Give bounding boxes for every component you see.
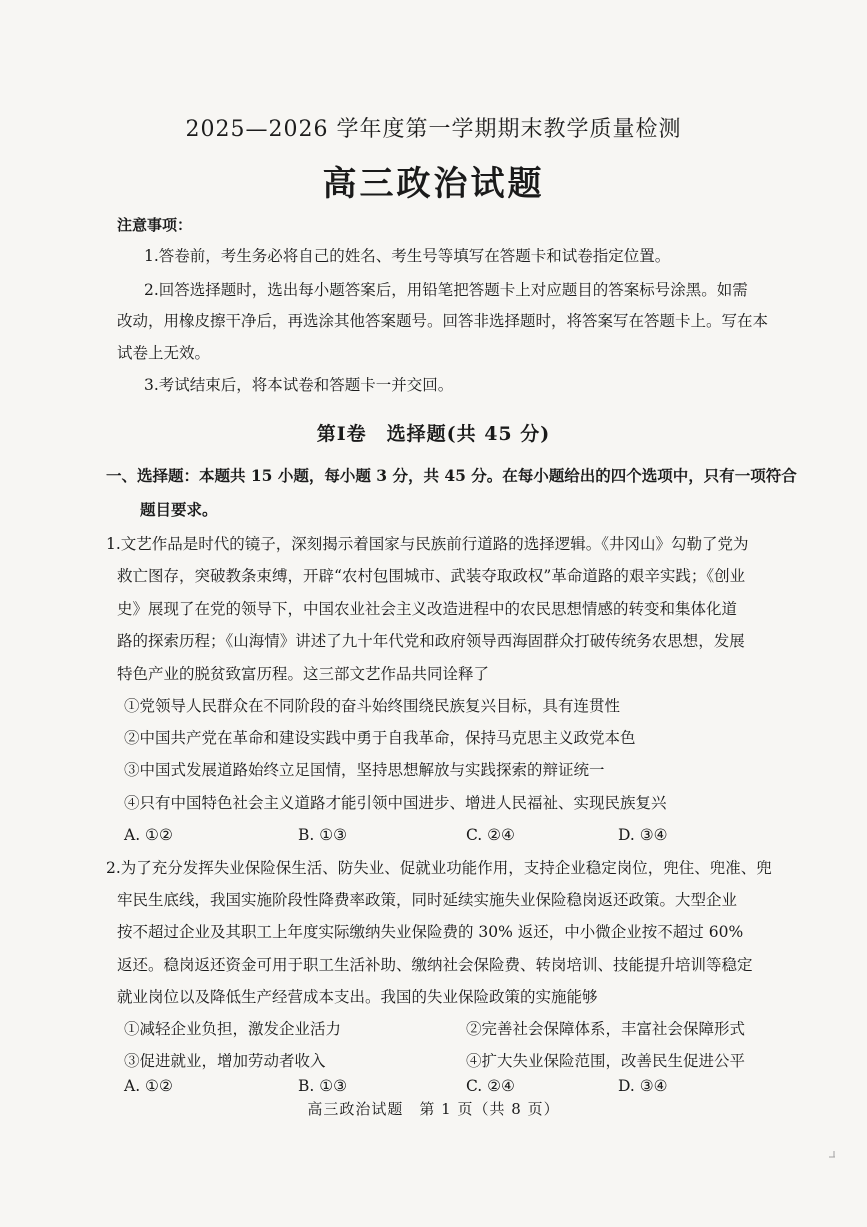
page-footer: 高三政治试题 第 1 页（共 8 页） (307, 1100, 560, 1118)
section-title: 第Ⅰ卷 选择题(共 45 分) (316, 423, 551, 445)
q2-stem-line-4: 返还。稳岗返还资金可用于职工生活补助、缴纳社会保险费、转岗培训、技能提升培训等稳定 (117, 956, 753, 974)
exam-year-heading: 2025—2026 学年度第一学期期末教学质量检测 (185, 117, 682, 142)
part-instruction-line-2: 题目要求。 (140, 500, 218, 519)
notice-item-2-line-2: 改动，用橡皮擦干净后，再选涂其他答案题号。回答非选择题时，将答案写在答题卡上。写在本 (117, 312, 769, 330)
notice-item-1: 1.答卷前，考生务必将自己的姓名、考生号等填写在答题卡和试卷指定位置。 (144, 247, 671, 265)
q1-stem-line-2: 救亡图存，突破教条束缚，开辟“农村包围城市、武装夺取政权”革命道路的艰辛实践；《创业 (117, 567, 746, 585)
q2-stem-line-5: 就业岗位以及降低生产经营成本支出。我国的失业保险政策的实施能够 (117, 988, 598, 1006)
q2-choice-a: A. ①② (124, 1077, 173, 1095)
q1-statement-1: ①党领导人民群众在不同阶段的奋斗始终围绕民族复兴目标，具有连贯性 (124, 697, 621, 715)
q2-statement-4: ④扩大失业保险范围，改善民生促进公平 (466, 1052, 746, 1070)
q1-stem-line-3: 史》展现了在党的领导下，中国农业社会主义改造进程中的农民思想情感的转变和集体化道 (117, 600, 738, 618)
exam-title: 高三政治试题 (322, 164, 545, 204)
notice-item-3: 3.考试结束后，将本试卷和答题卡一并交回。 (144, 376, 454, 394)
q2-choice-d: D. ③④ (618, 1077, 668, 1095)
q2-choice-b: B. ①③ (298, 1077, 348, 1095)
q1-choice-b: B. ①③ (298, 826, 348, 844)
q2-statement-2: ②完善社会保障体系，丰富社会保障形式 (466, 1020, 746, 1038)
q1-stem-line-5: 特色产业的脱贫致富历程。这三部文艺作品共同诠释了 (117, 665, 490, 683)
part-instruction-line-1: 一、选择题：本题共 15 小题，每小题 3 分，共 45 分。在每小题给出的四个选项中，只有一项符合 (106, 466, 797, 485)
q2-stem-line-3: 按不超过企业及其职工上年度实际缴纳失业保险费的 30% 返还，中小微企业按不超过 60% (117, 923, 744, 941)
scan-corner-mark-icon (828, 1150, 836, 1158)
q1-choice-c: C. ②④ (466, 826, 515, 844)
q2-stem-line-1: 2.为了充分发挥失业保险保生活、防失业、促就业功能作用，支持企业稳定岗位，兜住、兜准、兜 (106, 859, 772, 877)
q1-stem-line-1: 1.文艺作品是时代的镜子，深刻揭示着国家与民族前行道路的选择逻辑。《井冈山》勾勒了党为 (106, 535, 749, 553)
q1-choice-d: D. ③④ (618, 826, 668, 844)
q1-choice-a: A. ①② (124, 826, 173, 844)
notice-item-2-line-3: 试卷上无效。 (117, 344, 211, 362)
q1-statement-2: ②中国共产党在革命和建设实践中勇于自我革命，保持马克思主义政党本色 (124, 729, 636, 747)
q2-stem-line-2: 牢民生底线，我国实施阶段性降费率政策，同时延续实施失业保险稳岗返还政策。大型企业 (117, 891, 738, 909)
q2-choice-c: C. ②④ (466, 1077, 515, 1095)
q1-stem-line-4: 路的探索历程；《山海情》讲述了九十年代党和政府领导西海固群众打破传统务农思想，发展 (117, 632, 745, 650)
notice-item-2-line-1: 2.回答选择题时，选出每小题答案后，用铅笔把答题卡上对应题目的答案标号涂黑。如需 (144, 281, 748, 299)
notice-heading: 注意事项： (117, 216, 193, 234)
q1-statement-4: ④只有中国特色社会主义道路才能引领中国进步、增进人民福祉、实现民族复兴 (124, 794, 667, 812)
q1-statement-3: ③中国式发展道路始终立足国情，坚持思想解放与实践探索的辩证统一 (124, 761, 605, 779)
q2-statement-3: ③促进就业，增加劳动者收入 (124, 1052, 326, 1070)
q2-statement-1: ①减轻企业负担，激发企业活力 (124, 1020, 342, 1038)
